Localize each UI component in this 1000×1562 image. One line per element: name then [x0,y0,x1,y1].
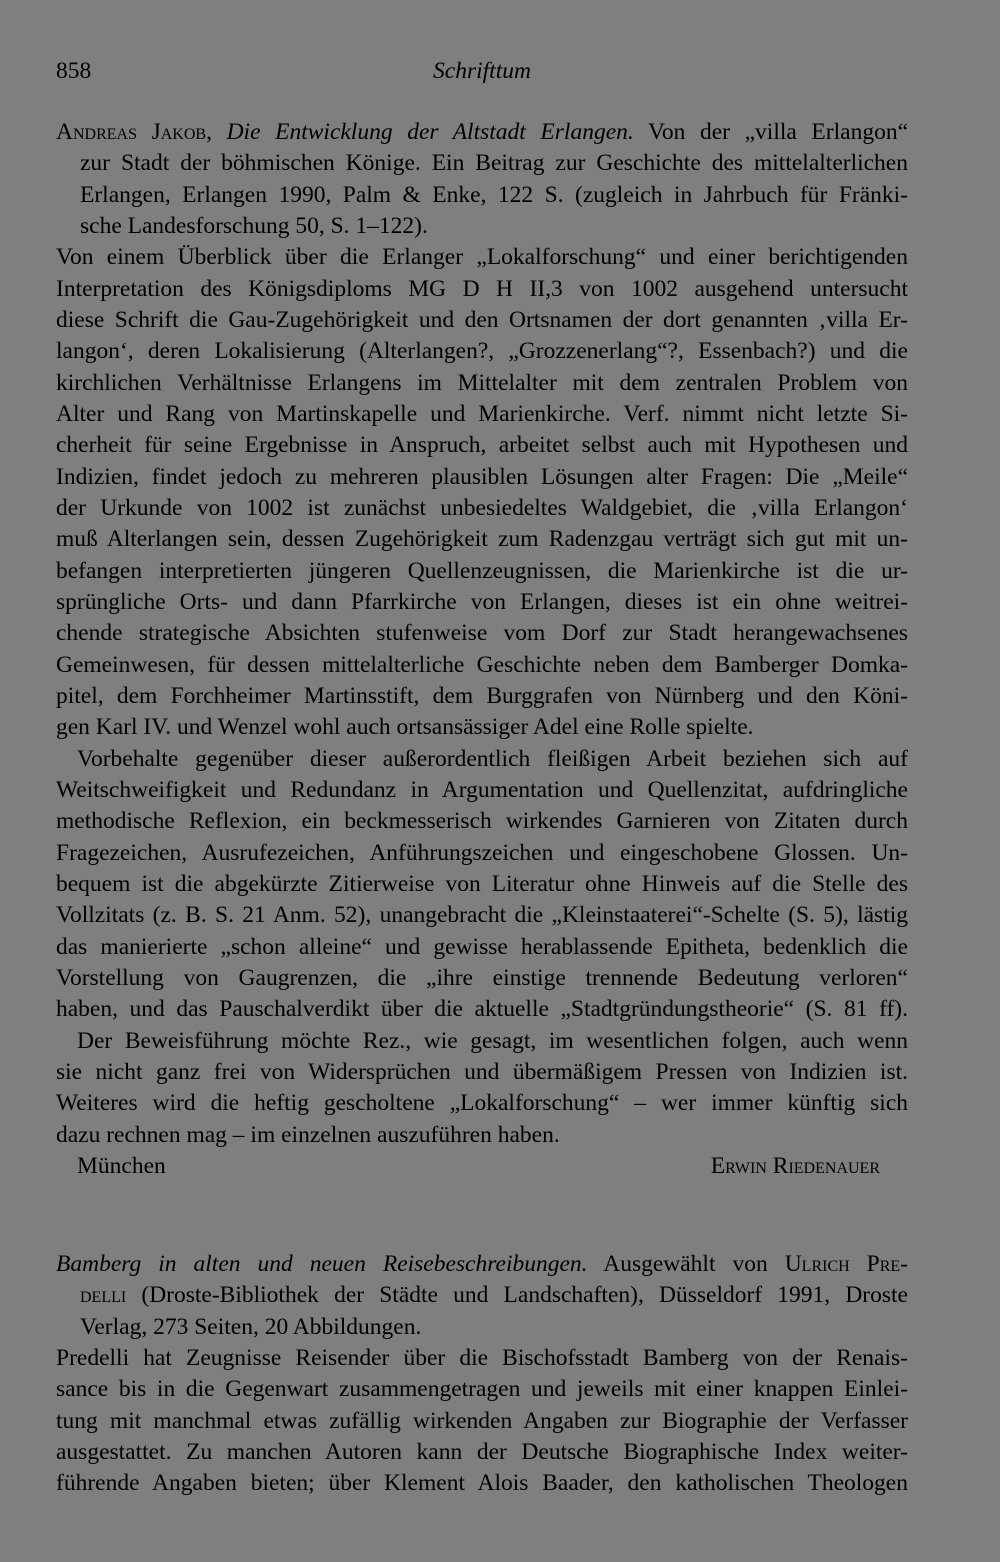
book-editor: delli [80,1282,127,1309]
review-paragraph [56,1343,908,1500]
body-line: dazu rechnen mag – im einzelnen auszuführen haben. [56,1121,560,1148]
body-line: cherheit für seine Ergebnisse in Anspruch, arbeitet selbst auch mit Hypothesen und [56,432,908,459]
review-heading-line: zur Stadt der böhmischen Könige. Ein Beitrag zur Geschichte des mittelalterlichen [80,150,908,177]
body-line: muß Alterlangen sein, dessen Zugehörigkeit zum Radenzgau verträgt sich gut mit un- [56,526,908,553]
body-line: sprüngliche Orts- und dann Pfarrkirche von Erlangen, dieses ist ein ohne weitrei- [56,588,908,615]
heading-text: , [206,119,227,145]
heading-text: (Droste-Bibliothek der Städte und Landschaften), Düsseldorf 1991, Droste [126,1282,908,1309]
body-line: methodische Reflexion, ein beckmesserisch wirkendes Garnieren von Zitaten durch [56,808,908,835]
review-paragraph [56,1026,908,1151]
body-line: bequem ist die abgekürzte Zitierweise von Literatur ohne Hinweis auf die Stelle des [56,870,908,897]
review-signature [56,1151,908,1182]
body-line: Indizien, findet jedoch zu mehreren plausiblen Lösungen alter Fragen: Die „Meile“ [56,463,908,490]
body-line: das manierierte „schon alleine“ und gewisse herablassende Epitheta, bedenklich die [56,933,908,960]
review-paragraph [56,744,908,1026]
review-1 [56,117,908,1182]
page-header [56,56,908,87]
body-line: Vorbehalte gegenüber dieser außerordentlich fleißigen Arbeit beziehen sich auf [77,745,908,772]
body-line: tung mit manchmal etwas zufällig wirkenden Angaben zur Biographie der Verfasser [56,1407,908,1434]
body-line: haben, und das Pauschalverdikt über die aktuelle „Stadtgründungstheorie“ (S. 81 ff). [56,996,908,1023]
body-line: Gemeinwesen, für dessen mittelalterliche Geschichte neben dem Bamberger Domka- [56,651,908,678]
body-line: führende Angaben bieten; über Klement Alois Baader, den katholischen Theologen [56,1470,908,1497]
review-paragraph [56,242,908,743]
header-line [56,56,908,87]
body-line: Weiteres wird die heftig gescholtene „Lokalforschung“ – wer immer künftig sich [56,1090,908,1117]
body-line: befangen interpretierten jüngeren Quellenzeugnissen, die Marienkirche ist die ur- [56,557,908,584]
body-line: Weitschweifigkeit und Redundanz in Argumentation und Quellenzitat, aufdringliche [56,776,908,803]
running-title: Schrifttum [433,58,531,84]
body-line: Der Beweisführung möchte Rez., wie gesagt, im wesentlichen folgen, auch wenn [77,1027,908,1054]
body-line: Interpretation des Königsdiploms MG D H II,3 von 1002 ausgehend untersucht [56,275,908,302]
body-line: gen Karl IV. und Wenzel wohl auch ortsansässiger Adel eine Rolle spielte. [56,714,754,741]
body-line: Vollzitats (z. B. S. 21 Anm. 52), unangebracht die „Kleinstaaterei“-Schelte (S. 5), lästig [56,902,908,929]
review-heading-line: Erlangen, Erlangen 1990, Palm & Enke, 122 S. (zugleich in Jahrbuch für Fränki- [80,181,908,208]
body-line: chende strategische Absichten stufenweise vom Dorf zur Stadt herangewachsenes [56,620,908,647]
page-number: 858 [56,58,92,84]
heading-text: Von der „villa Erlangon“ [633,119,908,145]
body-line: sance bis in die Gegenwart zusammengetragen und jeweils mit einer knappen Einlei- [56,1376,908,1403]
review-heading-line: sche Landesforschung 50, S. 1–122). [80,212,428,239]
review-heading-line [56,117,908,148]
review-heading [56,1249,908,1343]
body-line: Alter und Rang von Martinskapelle und Marienkirche. Verf. nimmt nicht letzte Si- [56,400,908,427]
body-line: Vorstellung von Gaugrenzen, die „ihre einstige trennende Bedeutung verloren“ [56,964,908,991]
body-line: sie nicht ganz frei von Widersprüchen und übermäßigem Pressen von Indizien ist. [56,1058,908,1085]
body-line: Von einem Überblick über die Erlanger „Lokalforschung“ und einer berichtigenden [56,244,908,271]
body-line: der Urkunde von 1002 ist zunächst unbesiedeltes Waldgebiet, die ‚villa Erlangon‘ [56,494,908,521]
reviewer-name: Erwin Riedenauer [710,1152,880,1179]
book-title: Bamberg in alten und neuen Reisebeschreibungen. [56,1251,588,1277]
body-line: pitel, dem Forchheimer Martinsstift, dem Burggrafen von Nürnberg und den Köni- [56,682,908,709]
review-2 [56,1249,908,1500]
body-line: Fragezeichen, Ausrufezeichen, Anführungszeichen und eingeschobene Glossen. Un- [56,839,908,866]
book-editor: Ulrich Pre- [784,1251,908,1277]
running-title-wrap [56,56,908,87]
body-line: langon‘, deren Lokalisierung (Alterlangen?, „Grozzenerlang“?, Essenbach?) und die [56,338,908,365]
review-heading-line [56,1280,908,1311]
review-heading-line: Verlag, 273 Seiten, 20 Abbildungen. [80,1313,422,1340]
heading-text: Ausgewählt von [587,1251,785,1277]
book-title: Die Entwicklung der Altstadt Erlangen. [226,119,634,145]
review-heading-line [56,1249,908,1280]
body-line: ausgestattet. Zu manchen Autoren kann der Deutsche Biographische Index weiter- [56,1438,908,1465]
body-line: diese Schrift die Gau-Zugehörigkeit und den Ortsnamen der dort genannten ‚villa Er- [56,306,908,333]
signature-place: München [77,1152,166,1179]
review-heading [56,117,908,242]
review-author: Andreas Jakob [56,119,207,145]
body-line: kirchlichen Verhältnisse Erlangens im Mittelalter mit dem zentralen Problem von [56,369,908,396]
body-line: Predelli hat Zeugnisse Reisender über die Bischofsstadt Bamberg von der Renais- [56,1344,908,1371]
